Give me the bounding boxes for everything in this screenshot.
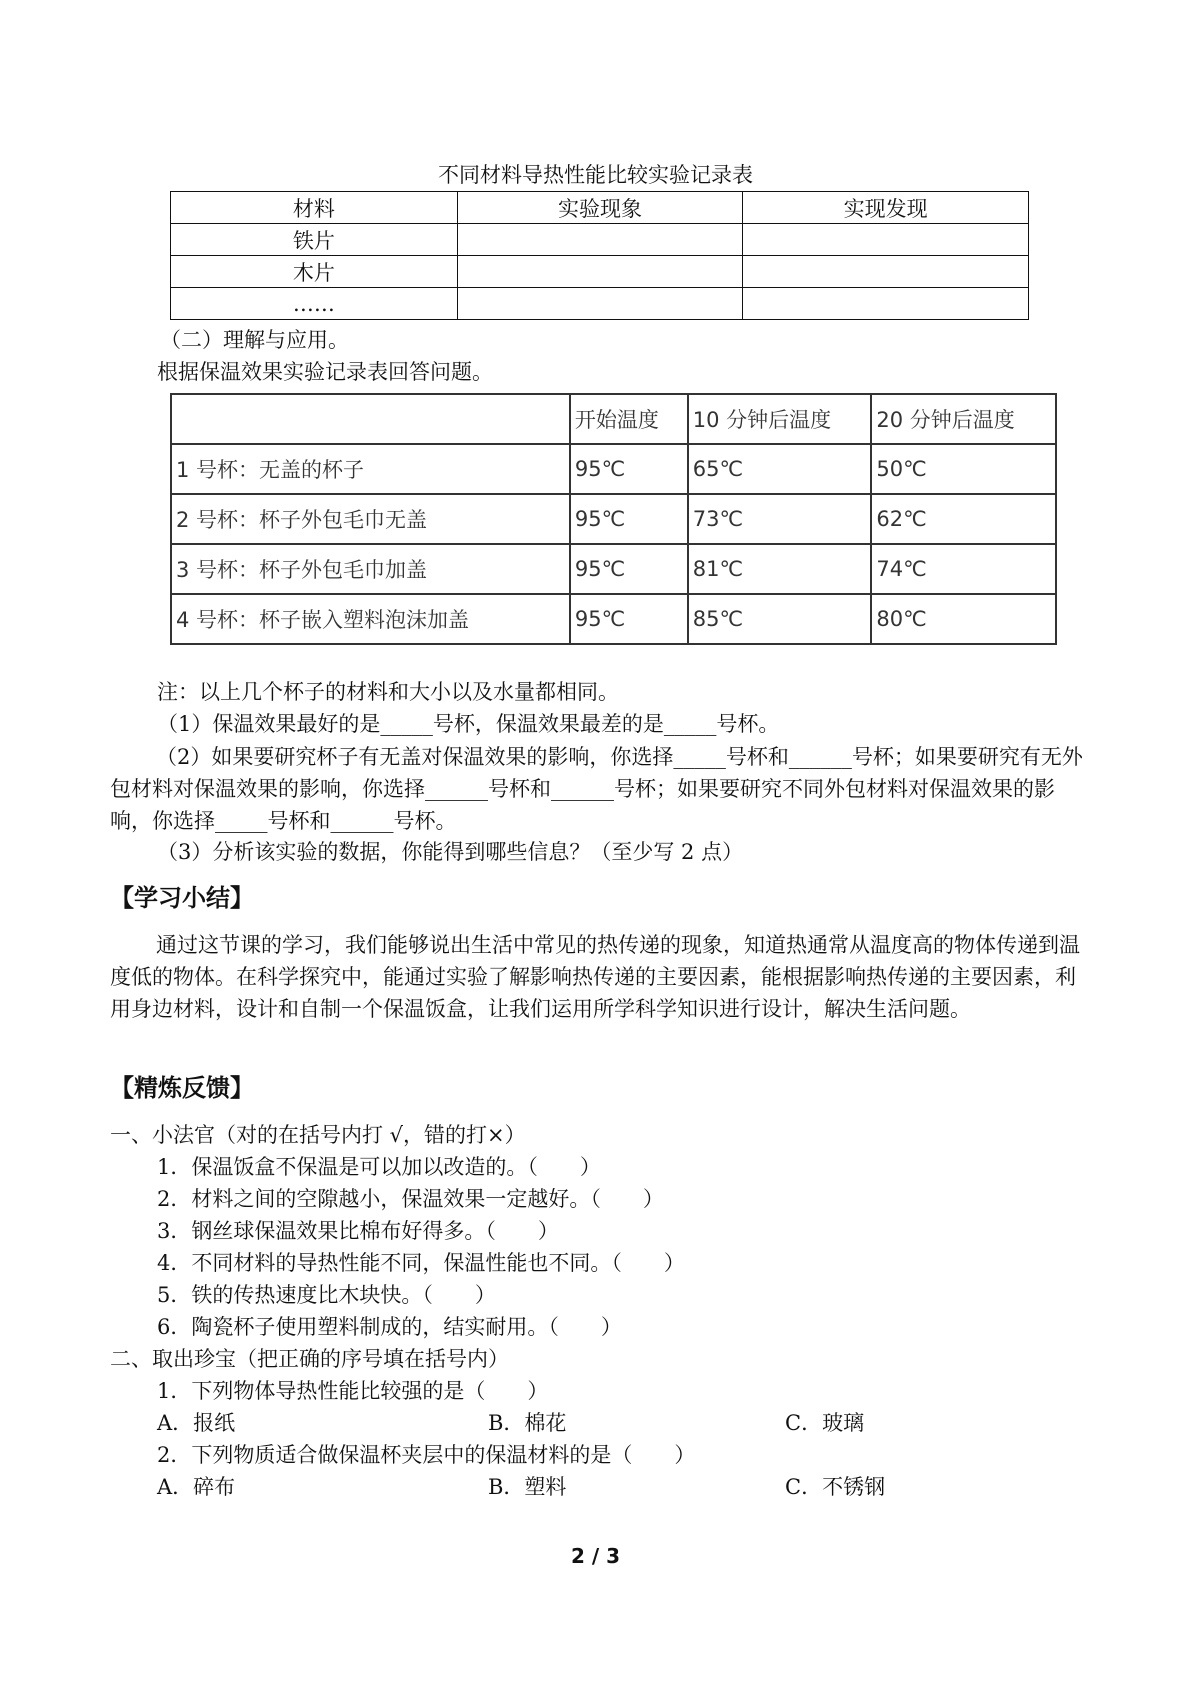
table-cell: 65℃ xyxy=(688,444,872,494)
table-cell: 95℃ xyxy=(570,444,688,494)
option-c: C．玻璃 xyxy=(785,1411,865,1435)
table-note: 注：以上几个杯子的材料和大小以及水量都相同。 xyxy=(157,680,619,704)
table-header-cell xyxy=(171,394,570,444)
table-cell: …… xyxy=(171,288,458,320)
table-cell xyxy=(743,288,1029,320)
question-3: （3）分析该实验的数据，你能得到哪些信息？（至少写 2 点） xyxy=(157,840,744,864)
table-cell: 62℃ xyxy=(871,494,1056,544)
table-header-cell: 10 分钟后温度 xyxy=(688,394,872,444)
materials-record-table xyxy=(170,191,1029,320)
question-2: （2）如果要研究杯子有无盖对保温效果的影响，你选择_____号杯和______号杯；如果要研究有无外包材料对保温效果的影响，你选择______号杯和______号杯；如果要研究不同外包材料对保温效果的影响，你选择_____号杯和______号杯。 xyxy=(110,745,1083,833)
table-cell: 铁片 xyxy=(171,224,458,256)
summary-heading: 【学习小结】 xyxy=(110,884,254,912)
table-cell xyxy=(457,224,743,256)
list-item: 3．钢丝球保温效果比棉布好得多。（ ） xyxy=(157,1219,559,1243)
table-cell: 85℃ xyxy=(688,594,872,644)
table-cell: 木片 xyxy=(171,256,458,288)
table-cell: 2 号杯：杯子外包毛巾无盖 xyxy=(171,494,570,544)
table-cell: 95℃ xyxy=(570,494,688,544)
feedback-heading: 【精炼反馈】 xyxy=(110,1074,254,1102)
section2-title: （二）理解与应用。 xyxy=(160,328,349,352)
table-cell xyxy=(457,288,743,320)
table-row xyxy=(171,192,1029,224)
list-item: 1．保温饭盒不保温是可以加以改造的。（ ） xyxy=(157,1155,601,1179)
table-cell: 95℃ xyxy=(570,544,688,594)
option-c: C．不锈钢 xyxy=(785,1475,886,1499)
table-row xyxy=(171,494,1056,544)
table-row xyxy=(171,594,1056,644)
table-cell: 1 号杯：无盖的杯子 xyxy=(171,444,570,494)
table-header-cell: 20 分钟后温度 xyxy=(871,394,1056,444)
page-number: 2 / 3 xyxy=(570,1544,621,1568)
table-row xyxy=(171,224,1029,256)
table-header-cell: 开始温度 xyxy=(570,394,688,444)
table-row xyxy=(171,288,1029,320)
question-1: （1）保温效果最好的是_____号杯，保温效果最差的是_____号杯。 xyxy=(157,712,780,736)
option-b: B．棉花 xyxy=(488,1411,567,1435)
table-cell: 50℃ xyxy=(871,444,1056,494)
option-a: A．碎布 xyxy=(157,1475,236,1499)
table-cell: 81℃ xyxy=(688,544,872,594)
table-cell: 4 号杯：杯子嵌入塑料泡沫加盖 xyxy=(171,594,570,644)
list-item: 5．铁的传热速度比木块快。（ ） xyxy=(157,1283,496,1307)
part2-question-1: 1．下列物体导热性能比较强的是（ ） xyxy=(157,1379,549,1403)
table1-caption: 不同材料导热性能比较实验记录表 xyxy=(438,163,753,187)
table-cell xyxy=(457,256,743,288)
option-b: B．塑料 xyxy=(488,1475,567,1499)
table2-intro: 根据保温效果实验记录表回答问题。 xyxy=(157,360,493,384)
table-row xyxy=(171,444,1056,494)
table-cell: 80℃ xyxy=(871,594,1056,644)
table-cell: 3 号杯：杯子外包毛巾加盖 xyxy=(171,544,570,594)
table-cell: 73℃ xyxy=(688,494,872,544)
table-header-cell: 实现发现 xyxy=(743,192,1029,224)
table-cell: 74℃ xyxy=(871,544,1056,594)
insulation-record-table xyxy=(170,393,1057,645)
part2-question-2: 2．下列物质适合做保温杯夹层中的保温材料的是（ ） xyxy=(157,1443,696,1467)
list-item: 2．材料之间的空隙越小，保温效果一定越好。（ ） xyxy=(157,1187,664,1211)
summary-text: 通过这节课的学习，我们能够说出生活中常见的热传递的现象，知道热通常从温度高的物体传递到温度低的物体。在科学探究中，能通过实验了解影响热传递的主要因素，能根据影响热传递的主要因素，利用身边材料，设计和自制一个保温饭盒，让我们运用所学科学知识进行设计，解决生活问题。 xyxy=(110,933,1080,1021)
table-header-cell: 实验现象 xyxy=(457,192,743,224)
list-item: 4．不同材料的导热性能不同，保温性能也不同。（ ） xyxy=(157,1251,685,1275)
table-row xyxy=(171,394,1056,444)
option-a: A．报纸 xyxy=(157,1411,236,1435)
list-item: 6．陶瓷杯子使用塑料制成的，结实耐用。（ ） xyxy=(157,1315,622,1339)
table-header-cell: 材料 xyxy=(171,192,458,224)
table-cell xyxy=(743,224,1029,256)
part1-title: 一、小法官（对的在括号内打 √，错的打×） xyxy=(110,1123,526,1147)
part2-title: 二、取出珍宝（把正确的序号填在括号内） xyxy=(110,1347,509,1371)
table-cell: 95℃ xyxy=(570,594,688,644)
table-row xyxy=(171,544,1056,594)
table-cell xyxy=(743,256,1029,288)
table-row xyxy=(171,256,1029,288)
